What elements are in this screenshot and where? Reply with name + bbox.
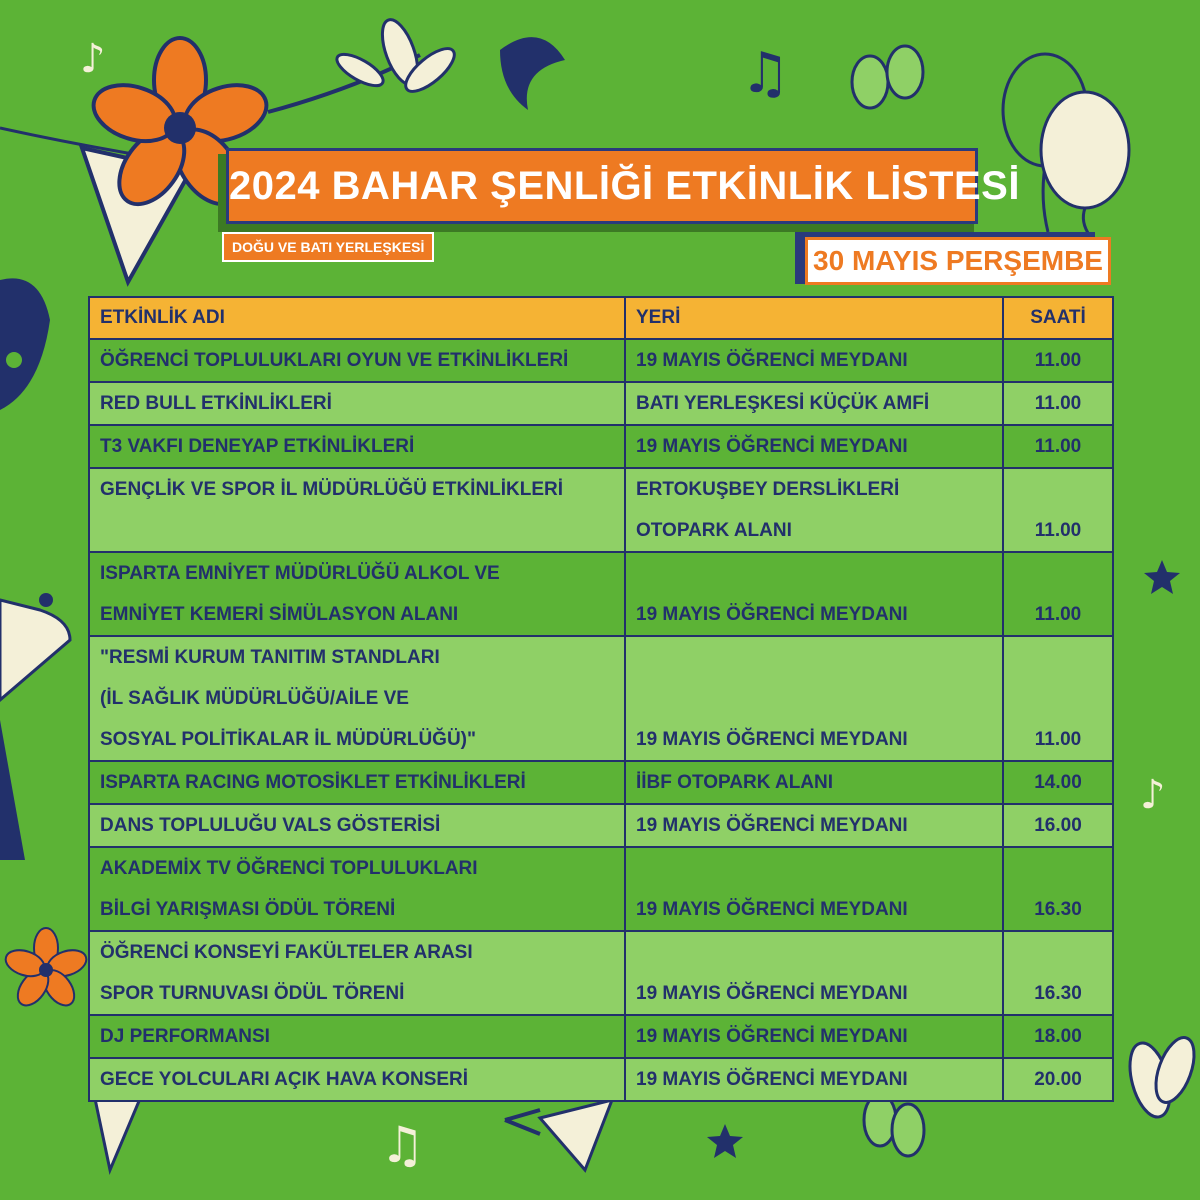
table-row (89, 1015, 1113, 1058)
event-place-cell: BATI YERLEŞKESİ KÜÇÜK AMFİ (625, 382, 1003, 425)
event-name-cell: ÖĞRENCİ KONSEYİ FAKÜLTELER ARASI SPOR TURNUVASI ÖDÜL TÖRENİ (89, 931, 625, 1015)
events-table (88, 296, 1114, 1102)
column-header-name: ETKİNLİK ADI (89, 297, 625, 339)
flower-icon (2, 928, 89, 1011)
event-name-cell: "RESMİ KURUM TANITIM STANDLARI (İL SAĞLIK MÜDÜRLÜĞÜ/AİLE VE SOSYAL POLİTİKALAR İL MÜDÜRLÜĞÜ)" (89, 636, 625, 761)
event-time-cell: 11.00 (1003, 425, 1113, 468)
table-row (89, 339, 1113, 382)
table-row (89, 636, 1113, 761)
column-header-time: SAATİ (1003, 297, 1113, 339)
event-time-cell: 16.30 (1003, 847, 1113, 931)
event-place-cell: 19 MAYIS ÖĞRENCİ MEYDANI (625, 636, 1003, 761)
event-place-cell: 19 MAYIS ÖĞRENCİ MEYDANI (625, 1015, 1003, 1058)
table-row (89, 468, 1113, 552)
table-row (89, 847, 1113, 931)
leaf-icon (268, 15, 461, 112)
table-row (89, 931, 1113, 1015)
event-date: 30 MAYIS PERŞEMBE (805, 237, 1111, 285)
balloon-icon (1003, 54, 1129, 236)
event-time-cell: 18.00 (1003, 1015, 1113, 1058)
svg-text:♪: ♪ (80, 36, 106, 82)
event-place-cell: 19 MAYIS ÖĞRENCİ MEYDANI (625, 339, 1003, 382)
event-time-cell: 11.00 (1003, 339, 1113, 382)
table-body (89, 339, 1113, 1101)
table-row (89, 552, 1113, 636)
column-header-place: YERİ (625, 297, 1003, 339)
event-time-cell: 11.00 (1003, 552, 1113, 636)
event-time-cell: 16.30 (1003, 931, 1113, 1015)
event-time-cell: 11.00 (1003, 382, 1113, 425)
event-place-cell: 19 MAYIS ÖĞRENCİ MEYDANI (625, 1058, 1003, 1101)
event-name-cell: T3 VAKFI DENEYAP ETKİNLİKLERİ (89, 425, 625, 468)
event-name-cell: GENÇLİK VE SPOR İL MÜDÜRLÜĞÜ ETKİNLİKLERİ (89, 468, 625, 552)
event-place-cell: ERTOKUŞBEY DERSLİKLERİ OTOPARK ALANI (625, 468, 1003, 552)
event-place-cell: İİBF OTOPARK ALANI (625, 761, 1003, 804)
svg-text:♫: ♫ (380, 1116, 425, 1174)
mask-icon (0, 278, 50, 410)
event-place-cell: 19 MAYIS ÖĞRENCİ MEYDANI (625, 552, 1003, 636)
event-name-cell: RED BULL ETKİNLİKLERİ (89, 382, 625, 425)
event-time-cell: 20.00 (1003, 1058, 1113, 1101)
event-time-cell: 11.00 (1003, 636, 1113, 761)
table-row (89, 425, 1113, 468)
event-name-cell: ISPARTA EMNİYET MÜDÜRLÜĞÜ ALKOL VE EMNİYET KEMERİ SİMÜLASYON ALANI (89, 552, 625, 636)
svg-text:♫: ♫ (740, 41, 791, 106)
event-name-cell: ÖĞRENCİ TOPLULUKLARI OYUN VE ETKİNLİKLERİ (89, 339, 625, 382)
event-place-cell: 19 MAYIS ÖĞRENCİ MEYDANI (625, 804, 1003, 847)
leaf-icon (1123, 1033, 1200, 1122)
event-name-cell: AKADEMİX TV ÖĞRENCİ TOPLULUKLARI BİLGİ YARIŞMASI ÖDÜL TÖRENİ (89, 847, 625, 931)
event-time-cell: 16.00 (1003, 804, 1113, 847)
table-row (89, 1058, 1113, 1101)
event-time-cell: 14.00 (1003, 761, 1113, 804)
event-place-cell: 19 MAYIS ÖĞRENCİ MEYDANI (625, 425, 1003, 468)
event-name-cell: DJ PERFORMANSI (89, 1015, 625, 1058)
event-name-cell: GECE YOLCULARI AÇIK HAVA KONSERİ (89, 1058, 625, 1101)
event-place-cell: 19 MAYIS ÖĞRENCİ MEYDANI (625, 931, 1003, 1015)
event-time-cell: 11.00 (1003, 468, 1113, 552)
table-row (89, 382, 1113, 425)
table-header-row (89, 297, 1113, 339)
svg-text:♪: ♪ (1140, 772, 1166, 818)
table-row (89, 804, 1113, 847)
table-row (89, 761, 1113, 804)
event-name-cell: ISPARTA RACING MOTOSİKLET ETKİNLİKLERİ (89, 761, 625, 804)
page-title: 2024 BAHAR ŞENLİĞİ ETKİNLİK LİSTESİ (226, 148, 978, 224)
megaphone-icon (0, 593, 70, 860)
event-place-cell: 19 MAYIS ÖĞRENCİ MEYDANI (625, 847, 1003, 931)
event-name-cell: DANS TOPLULUĞU VALS GÖSTERİSİ (89, 804, 625, 847)
campus-subtitle: DOĞU VE BATI YERLEŞKESİ (222, 232, 434, 262)
